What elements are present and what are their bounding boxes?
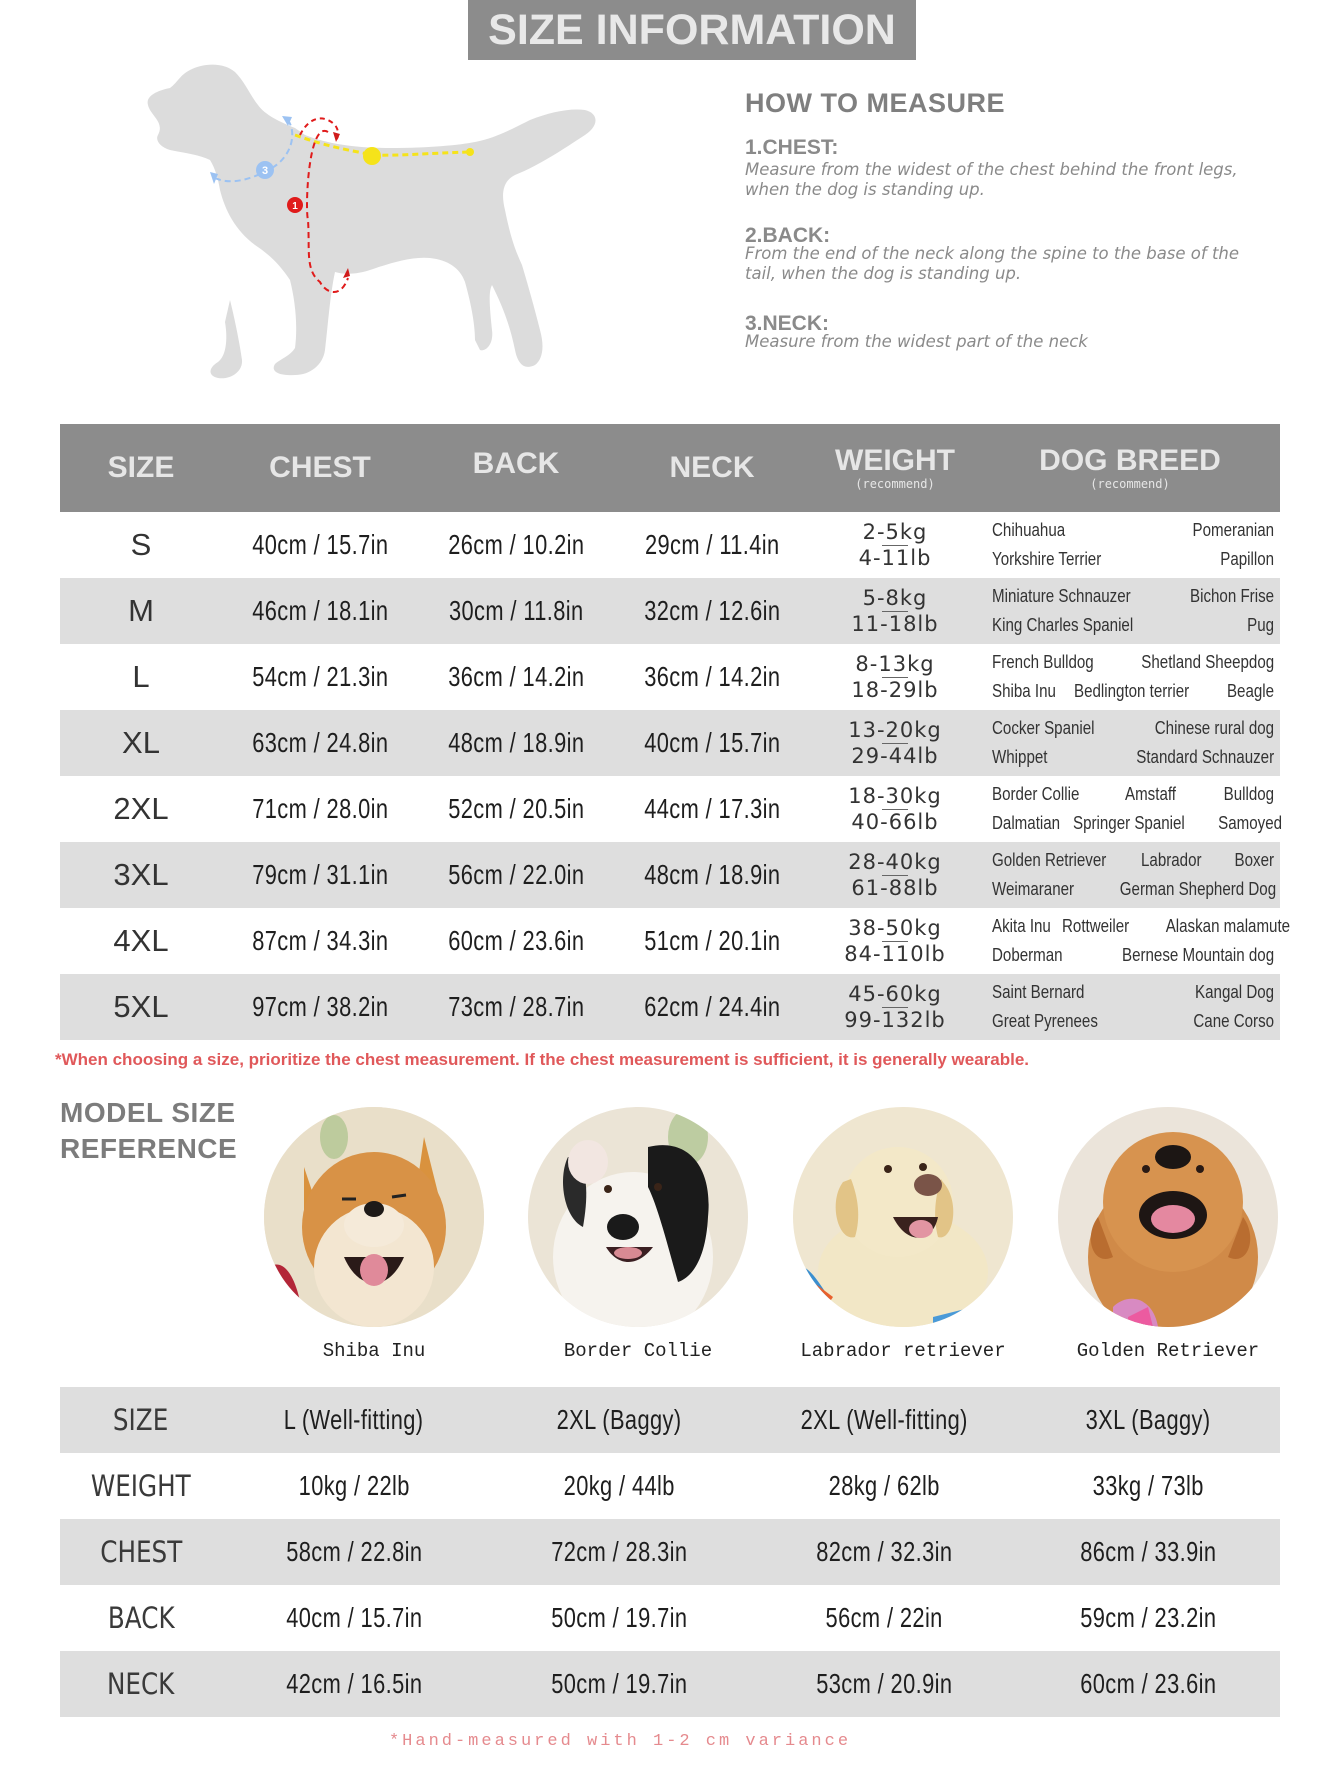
chest-value: 40cm / 15.7in — [251, 529, 389, 560]
weight-value — [810, 842, 980, 908]
chest-priority-note: *When choosing a size, prioritize the chest measurement. If the chest measurement is sufficient, it is generally wearable. — [55, 1050, 1030, 1069]
weight-value — [810, 908, 980, 974]
breed-name: Great Pyrenees — [992, 1011, 1098, 1031]
dog-measurement-diagram — [130, 60, 610, 400]
model-value: 20kg / 44lb — [563, 1470, 675, 1501]
model-card-border-collie — [528, 1107, 748, 1362]
header-weight: WEIGHT (recommend) — [810, 424, 980, 512]
breed-name: Bernese Mountain dog — [1121, 945, 1274, 965]
model-value: 28kg / 62lb — [828, 1470, 940, 1501]
model-value: L (Well-fitting) — [222, 1387, 486, 1453]
breed-line — [992, 912, 1291, 941]
back-value: 30cm / 11.8in — [418, 578, 614, 644]
weight-lb: 4-11lb — [858, 546, 932, 570]
model-value: 10kg / 22lb — [298, 1470, 410, 1501]
chest-value: 54cm / 21.3in — [251, 661, 389, 692]
weight-kg: 45-60kg — [810, 981, 980, 1007]
svg-text:3: 3 — [261, 165, 269, 177]
breed-list — [980, 710, 1280, 776]
breed-name: Dalmatian — [992, 813, 1061, 833]
back-value: 36cm / 14.2in — [447, 661, 585, 692]
model-row-back — [60, 1585, 1280, 1651]
breed-line — [992, 941, 1280, 970]
model-name-shiba-inu: Shiba Inu — [322, 1340, 426, 1362]
breed-name: Miniature Schnauzer — [992, 586, 1131, 606]
breed-name: Pomeranian — [1192, 520, 1274, 540]
model-row-size — [60, 1387, 1280, 1453]
weight-value — [810, 578, 980, 644]
size-label: 5XL — [60, 974, 222, 1040]
model-value: 2XL (Baggy) — [486, 1387, 752, 1453]
model-value: 53cm / 20.9in — [752, 1651, 1016, 1717]
neck-instruction-text: Measure from the widest part of the neck — [745, 332, 1088, 351]
breed-name: Cane Corso — [1193, 1011, 1274, 1031]
breed-name: Boxer — [1234, 850, 1274, 870]
model-name-border-collie: Border Collie — [563, 1340, 713, 1362]
weight-value — [810, 776, 980, 842]
breed-line — [992, 516, 1280, 545]
model-value: 82cm / 32.3in — [752, 1519, 1016, 1585]
weight-kg: 13-20kg — [810, 717, 980, 743]
model-row-label: SIZE — [60, 1387, 222, 1453]
model-row-label: NECK — [60, 1651, 222, 1717]
breed-name: Border Collie — [992, 784, 1080, 804]
weight-lb: 40-66lb — [851, 810, 939, 834]
weight-value — [810, 710, 980, 776]
breed-name: Yorkshire Terrier — [992, 549, 1102, 569]
weight-lb: 61-88lb — [851, 876, 939, 900]
model-row-chest — [60, 1519, 1280, 1585]
chest-value: 97cm / 38.2in — [222, 974, 418, 1040]
weight-value — [810, 644, 980, 710]
breed-line — [992, 743, 1280, 772]
weight-kg: 5-8kg — [810, 585, 980, 611]
hand-measured-footnote: *Hand-measured with 1-2 cm variance — [388, 1732, 852, 1751]
breed-line — [992, 545, 1280, 574]
header-size: SIZE — [60, 424, 222, 512]
header-dog-breed: DOG BREED (recommend) — [980, 424, 1280, 512]
model-value: 33kg / 73lb — [1092, 1470, 1204, 1501]
neck-value: 32cm / 12.6in — [614, 578, 810, 644]
back-value: 26cm / 10.2in — [447, 529, 585, 560]
breed-name: Shetland Sheepdog — [1141, 652, 1274, 672]
breed-name: Amstaff — [1124, 784, 1176, 804]
model-value: 58cm / 22.8in — [222, 1519, 486, 1585]
breed-name: Kangal Dog — [1194, 982, 1274, 1002]
model-row-weight — [60, 1453, 1280, 1519]
neck-value: 40cm / 15.7in — [614, 710, 810, 776]
back-value: 73cm / 28.7in — [418, 974, 614, 1040]
model-value: 72cm / 28.3in — [486, 1519, 752, 1585]
weight-lb: 84-110lb — [844, 942, 946, 966]
model-value: 50cm / 19.7in — [486, 1651, 752, 1717]
labrador-retriever-photo — [793, 1107, 1013, 1327]
model-value: 3XL (Baggy) — [1016, 1387, 1280, 1453]
breed-name: Bedlington terrier — [1074, 681, 1190, 701]
model-card-labrador-retriever — [793, 1107, 1013, 1362]
model-value: 59cm / 23.2in — [1079, 1602, 1217, 1633]
back-value: 60cm / 23.6in — [447, 925, 585, 956]
weight-lb: 99-132lb — [844, 1008, 946, 1032]
back-value: 52cm / 20.5in — [447, 793, 585, 824]
svg-text:1: 1 — [292, 201, 298, 212]
size-row-m — [60, 578, 1280, 644]
model-row-label: CHEST — [60, 1519, 222, 1585]
breed-name: Bichon Frise — [1189, 586, 1274, 606]
model-title-line-2: REFERENCE — [60, 1133, 238, 1164]
breed-name: Golden Retriever — [992, 850, 1107, 870]
breed-line — [992, 846, 1280, 875]
back-instruction-label: 2.BACK: — [745, 224, 831, 247]
breed-name: Rottweiler — [1062, 916, 1130, 936]
chest-value: 87cm / 34.3in — [251, 925, 389, 956]
breed-name: Cocker Spaniel — [992, 718, 1095, 738]
breed-name: Chihuahua — [992, 520, 1066, 540]
model-name-golden-retriever: Golden Retriever — [1076, 1340, 1260, 1362]
page-title: SIZE INFORMATION — [468, 0, 916, 60]
weight-value — [810, 974, 980, 1040]
neck-value: 44cm / 17.3in — [643, 793, 781, 824]
chest-value: 46cm / 18.1in — [222, 578, 418, 644]
breed-line — [992, 978, 1280, 1007]
size-label: M — [60, 578, 222, 644]
breed-line — [992, 875, 1280, 904]
breed-name: French Bulldog — [992, 652, 1094, 672]
chest-instruction-label: 1.CHEST: — [745, 136, 839, 159]
header-weight-sub: (recommend) — [855, 477, 935, 491]
header-neck: NECK — [614, 424, 810, 512]
back-instruction — [745, 224, 1285, 284]
neck-value: 51cm / 20.1in — [643, 925, 781, 956]
weight-kg: 28-40kg — [810, 849, 980, 875]
breed-name: Whippet — [992, 747, 1048, 767]
size-row-5xl — [60, 974, 1280, 1040]
breed-name: Standard Schnauzer — [1136, 747, 1274, 767]
model-value: 40cm / 15.7in — [285, 1602, 423, 1633]
weight-value — [810, 512, 980, 578]
model-value: 56cm / 22in — [825, 1602, 943, 1633]
size-label: 3XL — [60, 842, 222, 908]
model-value: 42cm / 16.5in — [222, 1651, 486, 1717]
weight-kg: 2-5kg — [810, 519, 980, 545]
breed-line — [992, 714, 1280, 743]
model-size-table — [60, 1387, 1280, 1717]
breed-line — [992, 780, 1280, 809]
weight-lb: 18-29lb — [851, 678, 939, 702]
size-label: L — [132, 659, 150, 694]
size-row-s — [60, 512, 1280, 578]
neck-value: 48cm / 18.9in — [614, 842, 810, 908]
header-back: BACK — [418, 424, 614, 512]
model-value: 60cm / 23.6in — [1016, 1651, 1280, 1717]
breed-list — [980, 974, 1280, 1040]
back-instruction-text-1: From the end of the neck along the spine to the base of the — [745, 244, 1240, 263]
breed-name: Akita Inu — [992, 916, 1051, 936]
size-row-l — [60, 644, 1280, 710]
weight-lb: 29-44lb — [851, 744, 939, 768]
breed-name: King Charles Spaniel — [992, 615, 1134, 635]
model-row-neck — [60, 1651, 1280, 1717]
weight-kg: 38-50kg — [810, 915, 980, 941]
model-size-reference-title — [60, 1095, 237, 1167]
neck-instruction — [745, 312, 1285, 352]
size-label: S — [130, 527, 152, 562]
chest-instruction — [745, 136, 1285, 200]
breed-line — [992, 809, 1283, 838]
chest-value: 71cm / 28.0in — [251, 793, 389, 824]
breed-name: Saint Bernard — [992, 982, 1085, 1002]
model-name-labrador-retriever: Labrador retriever — [800, 1340, 1006, 1362]
golden-retriever-photo — [1058, 1107, 1278, 1327]
back-instruction-text-2: tail, when the dog is standing up. — [745, 264, 1022, 283]
size-chart-table — [60, 424, 1291, 1040]
breed-name: Bulldog — [1223, 784, 1274, 804]
model-card-shiba-inu — [264, 1107, 484, 1362]
breed-list — [980, 908, 1291, 974]
back-value: 48cm / 18.9in — [418, 710, 614, 776]
breed-list — [980, 776, 1283, 842]
breed-name: Shiba Inu — [992, 681, 1056, 701]
chest-instruction-text-2: when the dog is standing up. — [745, 180, 985, 199]
weight-kg: 18-30kg — [810, 783, 980, 809]
size-label: 2XL — [113, 791, 169, 826]
breed-name: Chinese rural dog — [1154, 718, 1274, 738]
breed-name: German Shepherd Dog — [1119, 879, 1276, 899]
model-row-label: WEIGHT — [91, 1469, 191, 1503]
size-label: 4XL — [113, 923, 169, 958]
breed-name: Labrador — [1141, 850, 1203, 870]
breed-list — [980, 644, 1280, 710]
how-to-measure-section — [745, 88, 1285, 351]
breed-line — [992, 1007, 1280, 1036]
neck-value: 36cm / 14.2in — [643, 661, 781, 692]
chest-value: 63cm / 24.8in — [222, 710, 418, 776]
model-card-golden-retriever — [1058, 1107, 1278, 1362]
breed-name: Doberman — [992, 945, 1063, 965]
chest-instruction-text-1: Measure from the widest of the chest behind the front legs, — [745, 160, 1238, 179]
breed-name: Springer Spaniel — [1073, 813, 1185, 833]
border-collie-photo — [528, 1107, 748, 1327]
weight-lb: 11-18lb — [851, 612, 939, 636]
breed-name: Weimaraner — [992, 879, 1075, 899]
back-value: 56cm / 22.0in — [418, 842, 614, 908]
dog-silhouette-icon — [148, 65, 596, 379]
breed-name: Papillon — [1220, 549, 1274, 569]
breed-name: Alaskan malamute — [1165, 916, 1291, 936]
model-value: 50cm / 19.7in — [550, 1602, 688, 1633]
size-row-4xl — [60, 908, 1280, 974]
model-value: 2XL (Well-fitting) — [752, 1387, 1016, 1453]
shiba-inu-photo — [264, 1107, 484, 1327]
size-row-2xl — [60, 776, 1280, 842]
neck-instruction-label: 3.NECK: — [745, 312, 830, 335]
chest-value: 79cm / 31.1in — [222, 842, 418, 908]
breed-name: Pug — [1247, 615, 1274, 635]
breed-list — [980, 578, 1280, 644]
breed-line — [992, 648, 1280, 677]
breed-line — [992, 677, 1280, 706]
neck-value: 62cm / 24.4in — [614, 974, 810, 1040]
size-row-3xl — [60, 842, 1280, 908]
how-to-measure-title: HOW TO MEASURE — [745, 88, 1006, 118]
model-title-line-1: MODEL SIZE — [60, 1097, 236, 1128]
weight-kg: 8-13kg — [810, 651, 980, 677]
header-chest: CHEST — [222, 424, 418, 512]
size-label: XL — [60, 710, 222, 776]
size-row-xl — [60, 710, 1280, 776]
header-breed-sub: (recommend) — [1090, 477, 1170, 491]
breed-list — [980, 842, 1280, 908]
breed-line — [992, 582, 1280, 611]
neck-value: 29cm / 11.4in — [644, 529, 780, 560]
breed-name: Beagle — [1226, 681, 1274, 701]
model-value: 86cm / 33.9in — [1016, 1519, 1280, 1585]
breed-name: Samoyed — [1218, 813, 1283, 833]
breed-line — [992, 611, 1280, 640]
breed-list — [980, 512, 1280, 578]
model-row-label: BACK — [107, 1601, 175, 1635]
size-chart-header-row — [60, 424, 1280, 512]
